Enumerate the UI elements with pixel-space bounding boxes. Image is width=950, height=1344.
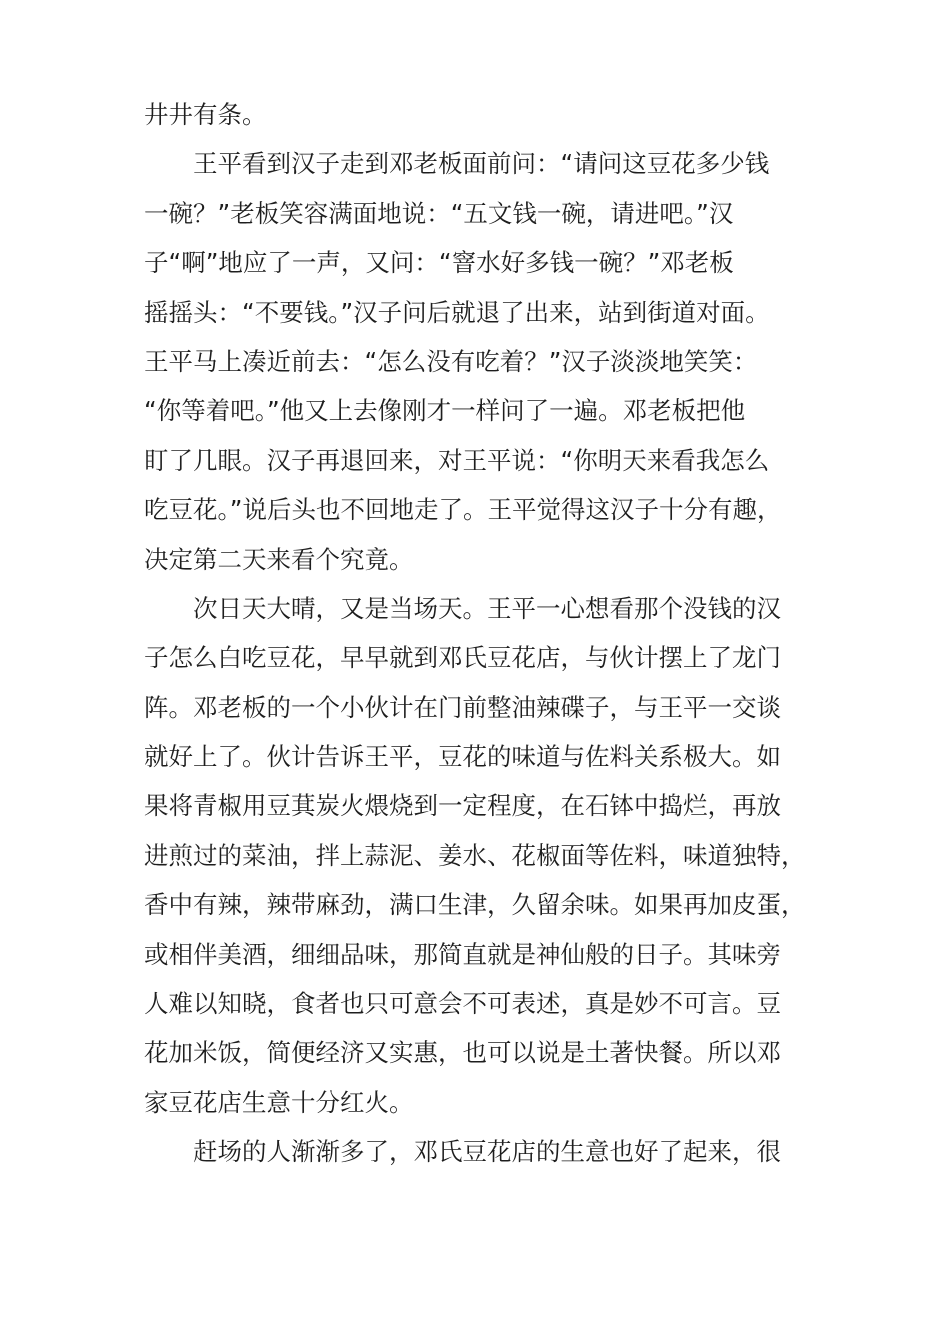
text-line: “你等着吧。”他又上去像刚才一样问了一遍。邓老板把他: [144, 396, 746, 426]
text-line: 王平看到汉子走到邓老板面前问：“请问这豆花多少钱: [193, 149, 770, 179]
text-line: 果将青椒用豆萁炭火煨烧到一定程度，在石钵中捣烂，再放: [144, 791, 781, 821]
text-line: 一碗？”老板笑容满面地说：“五文钱一碗，请进吧。”汉: [144, 198, 734, 228]
text-line: 就好上了。伙计告诉王平，豆花的味道与佐料关系极大。如: [144, 742, 781, 772]
text-line: 花加米饭，简便经济又实惠，也可以说是土著快餐。所以邓: [144, 1038, 781, 1068]
text-line: 决定第二天来看个究竟。: [144, 544, 414, 574]
text-line: 香中有辣，辣带麻劲，满口生津，久留余味。如果再加皮蛋，: [144, 890, 806, 920]
text-line: 人难以知晓，食者也只可意会不可表述，真是妙不可言。豆: [144, 989, 781, 1019]
text-line: 家豆花店生意十分红火。: [144, 1087, 414, 1117]
text-line: 吃豆花。”说后头也不回地走了。王平觉得这汉子十分有趣，: [144, 495, 782, 525]
text-line: 子怎么白吃豆花，早早就到邓氏豆花店，与伙计摆上了龙门: [144, 643, 781, 673]
text-line: 或相伴美酒，细细品味，那简直就是神仙般的日子。其味旁: [144, 939, 781, 969]
text-line: 阵。邓老板的一个小伙计在门前整油辣碟子，与王平一交谈: [144, 692, 781, 722]
text-line: 王平马上凑近前去：“怎么没有吃着？”汉子淡淡地笑笑：: [144, 346, 758, 376]
text-line: 进煎过的菜油，拌上蒜泥、姜水、花椒面等佐料，味道独特，: [144, 840, 806, 870]
text-line: 次日天大晴，又是当场天。王平一心想看那个没钱的汉: [193, 593, 781, 623]
text-line: 井井有条。: [144, 100, 267, 129]
text-line: 子“啊”地应了一声，又问：“窨水好多钱一碗？”邓老板: [144, 248, 734, 278]
text-line: 摇摇头：“不要钱。”汉子问后就退了出来，站到街道对面。: [144, 297, 770, 327]
body-text: [144, 90, 810, 1177]
text-line: 赶场的人渐渐多了，邓氏豆花店的生意也好了起来，很: [193, 1137, 781, 1167]
text-line: 盯了几眼。汉子再退回来，对王平说：“你明天来看我怎么: [144, 445, 770, 475]
